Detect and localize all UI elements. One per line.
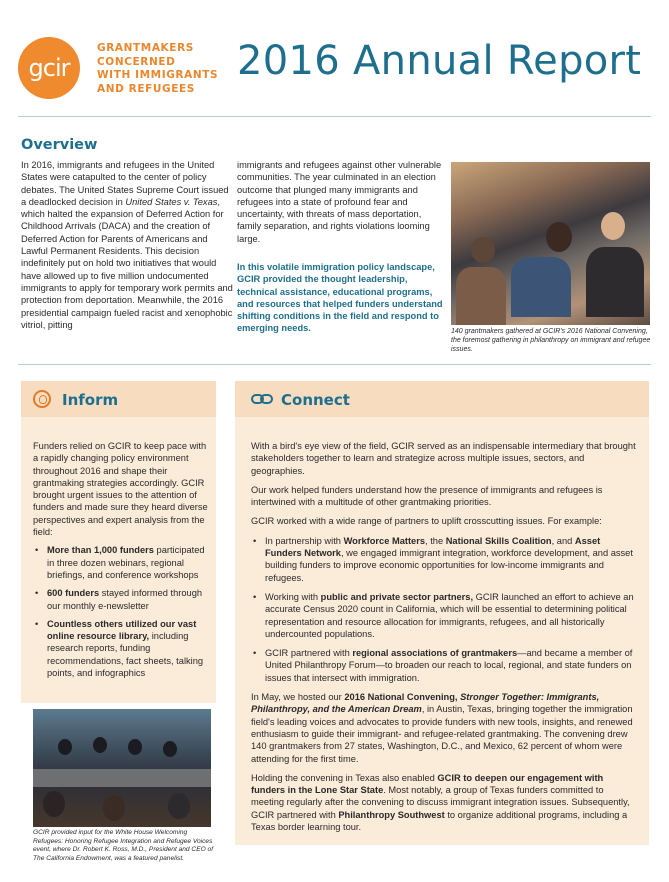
connect-p4: [251, 691, 639, 765]
lightbulb-icon: [33, 390, 51, 408]
t: GCIR partnered with: [265, 648, 353, 659]
bullet-text: participated in three dozen webinars, regional briefings, and conference workshops: [47, 545, 205, 580]
connect-list: [251, 535, 639, 684]
b: regional associations of grantmakers: [352, 648, 518, 659]
list-item: [33, 618, 210, 679]
b: public and private sector partners,: [320, 591, 474, 602]
bi: Stronger Together: Immigrants, Philanthropy, and the American Dream: [251, 692, 600, 715]
white-house-photo: [33, 709, 211, 827]
list-item: [33, 587, 210, 612]
list-item: [251, 591, 639, 640]
gcir-logo: [18, 37, 80, 99]
connect-p2: Our work helped funders understand how the presence of immigrants and refugees is intertwined with a multitude of other grantmaking priorities.: [251, 484, 603, 508]
inform-heading: Inform: [62, 391, 119, 409]
list-item: [251, 647, 639, 684]
org-name: [97, 42, 218, 96]
org-line: GRANTMAKERS: [97, 42, 194, 54]
t: In partnership with: [265, 535, 344, 546]
t: In May, we hosted our: [251, 692, 345, 703]
connect-body: [251, 440, 639, 840]
t: to organize additional programs, including a Texas border learning tour.: [251, 809, 628, 833]
t: Working with: [265, 591, 321, 602]
link-icon: [251, 394, 273, 406]
overview-heading: Overview: [21, 137, 98, 153]
org-line: AND REFUGEES: [97, 82, 195, 95]
t: —and became a member of United Philanthropy Forum—to broaden our reach to local, regional, and state funders on issues that intersect with immigration.: [265, 648, 633, 683]
list-item: [251, 535, 639, 584]
logo-text: gcir: [28, 54, 70, 82]
t: . Most notably, a group of Texas funders committed to meeting regularly after the convening to discuss immigrant integration issues. Subsequently, GCIR partnered with: [251, 785, 630, 820]
org-line: WITH IMMIGRANTS: [97, 69, 219, 81]
bullet-text: stayed informed through our monthly e-newsletter: [47, 588, 203, 611]
b: GCIR to deepen our engagement with funders in the Lone Star State: [251, 772, 604, 796]
connect-p3: GCIR worked with a wide range of partners to uplift crosscutting issues. For example:: [251, 516, 602, 527]
t: Holding the convening in Texas also enabled: [251, 772, 438, 783]
bullet-bold: Countless others utilized our vast online resource library,: [47, 618, 197, 642]
list-item: [33, 544, 210, 581]
b: Asset Funders Network: [265, 535, 601, 559]
b: Workforce Matters: [343, 535, 426, 546]
bullet-text: including research reports, funding recommendations, fact sheets, talking points, and infographics: [47, 631, 204, 679]
t: , and: [551, 535, 575, 546]
connect-p5: [251, 772, 639, 833]
bullet-bold: More than 1,000 funders: [47, 545, 154, 556]
b: 2016 National Convening,: [344, 692, 461, 703]
ov-col1-a: In 2016, immigrants and refugees in the United States were catapulted to the center of policy debates. The United States Supreme Court issued a deadlocked decision in: [21, 160, 229, 207]
white-house-photo-caption: GCIR provided input for the White House Welcoming Refugees: Honoring Refugee Integration and Refugee Voices event, where Dr. Robert K. Ross, M.D., President and CEO of The California Endowment, was a featured panelist.: [33, 829, 214, 862]
overview-text-col2: immigrants and refugees against other vulnerable communities. The year culminated in an election outcome that plunged many immigrants and refugees into a state of profound fear and uncertainty, with threats of mass deportation, family separation, and rights violations looming large.: [237, 160, 442, 244]
table: [33, 769, 211, 787]
divider: [18, 116, 651, 117]
org-line: CONCERNED: [97, 55, 176, 68]
ov-col1-case: United States v. Texas: [125, 196, 218, 207]
divider: [18, 364, 651, 365]
t: GCIR launched an effort to achieve an accurate Census 2020 count in California, which will be essential to determining political representation and resource allocation for immigrants, refugees, and all historically undercounted populations.: [265, 591, 634, 639]
connect-heading: Connect: [281, 391, 350, 409]
connect-p1: With a bird's eye view of the field, GCIR served as an indispensable intermediary that brought stakeholders together to learn and strategize across multiple issues, sectors, and geographies.: [251, 441, 636, 476]
convening-photo-caption: 140 grantmakers gathered at GCIR's 2016 National Convening, the foremost gathering in philanthropy on immigrant and refugee issues.: [451, 328, 651, 353]
b: Philanthropy Southwest: [338, 809, 445, 820]
inform-list: [33, 544, 210, 679]
report-title: 2016 Annual Report: [237, 38, 642, 84]
overview-text-col1: [21, 159, 233, 331]
t: , in Austin, Texas, bringing together the immigration field's leading voices and advocates to provide funders with new tools, insights, and renewed enthusiasm to guide their immigrant- and refugee-related grantmaking. The convening drew 140 grantmakers from 27 states, Washington, D.C., and Mexico, 62 percent of whom were attending for the first time.: [251, 704, 633, 764]
overview-highlight: In this volatile immigration policy landscape, GCIR provided the thought leadership, technical assistance, educational programs, and resources that helped funders understand shifting conditions in the field and respond to emerging needs.: [237, 262, 443, 334]
bullet-bold: 600 funders: [47, 588, 100, 599]
t: , the: [425, 535, 446, 546]
convening-photo: [451, 162, 650, 325]
t: , we engaged immigrant integration, workforce development, and asset building funders to improve economic opportunities for low-income immigrants and refugees.: [265, 548, 633, 583]
b: National Skills Coalition: [445, 535, 552, 546]
inform-body: [33, 440, 210, 685]
inform-intro: Funders relied on GCIR to keep pace with a rapidly changing policy environment throughout 2016 and shape their grantmaking strategies accordingly. GCIR brought urgent issues to the attention of funders and made sure they heard diverse perspectives and expert analysis from the field:: [33, 441, 208, 538]
ov-col1-b: , which halted the expansion of Deferred Action for Childhood Arrivals (DACA) and the creation of Deferred Action for Parents of Americans and Lawful Permanent Residents. This decision indefinitely put on hold two initiatives that would have allowed up to five million undocumented immigrants to apply for temporary work permits and protection from deportation. Meanwhile, the 2016 presidential campaign fueled racist and xenophobic vitriol, pitting: [21, 196, 233, 330]
